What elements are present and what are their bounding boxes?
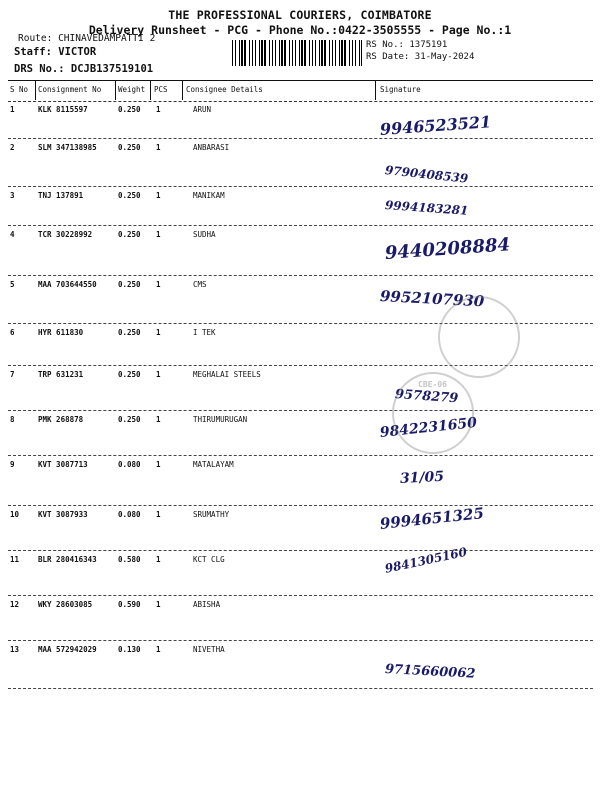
row-weight: 0.250 — [118, 370, 141, 379]
barcode-bar — [279, 40, 280, 66]
row-consignee: THIRUMURUGAN — [193, 415, 248, 424]
row-pcs: 1 — [156, 645, 161, 654]
row-consignment: KVT 3087933 — [38, 510, 88, 519]
barcode-bar — [361, 40, 362, 66]
row-sno: 13 — [10, 645, 20, 654]
barcode-bar — [272, 40, 273, 66]
staff-line — [14, 46, 96, 58]
row-consignee: KCT CLG — [193, 555, 225, 564]
row-pcs: 1 — [156, 191, 161, 200]
header-divider — [150, 80, 151, 100]
row-consignee: MATALAYAM — [193, 460, 234, 469]
row-pcs: 1 — [156, 415, 161, 424]
row-consignee: MEGHALAI STEELS — [193, 370, 261, 379]
barcode-bar — [349, 40, 350, 66]
rs-date-label: RS Date: — [366, 52, 410, 62]
barcode-bar — [355, 40, 356, 66]
row-weight: 0.250 — [118, 143, 141, 152]
row-consignee: SRUMATHY — [193, 510, 230, 519]
barcode-bar — [252, 40, 253, 66]
handwritten-signature: 9952107930 — [379, 287, 485, 311]
staff-label: Staff: — [14, 46, 52, 58]
header-divider — [115, 80, 116, 100]
barcode-bar — [292, 40, 293, 66]
row-consignment: HYR 611830 — [38, 328, 84, 337]
barcode-bar — [255, 40, 256, 66]
table-header — [8, 80, 593, 102]
company-title: THE PROFESSIONAL COURIERS, COIMBATORE — [168, 8, 432, 22]
row-consignee: NIVETHA — [193, 645, 225, 654]
row-sno: 6 — [10, 328, 15, 337]
barcode-bar — [321, 40, 323, 66]
row-consignment: TCR 30228992 — [38, 230, 93, 239]
row-sno: 5 — [10, 280, 15, 289]
row-consignee: CMS — [193, 280, 207, 289]
row-consignment: SLM 347138985 — [38, 143, 97, 152]
row-consignee: MANIKAM — [193, 191, 225, 200]
row-weight: 0.250 — [118, 230, 141, 239]
col-pcs: PCS — [154, 85, 168, 94]
table-row — [8, 138, 593, 187]
row-consignment: PMK 268878 — [38, 415, 84, 424]
row-pcs: 1 — [156, 370, 161, 379]
col-weight: Weight — [118, 85, 146, 94]
barcode-bar — [284, 40, 286, 66]
handwritten-signature: 9790408539 — [384, 163, 469, 186]
row-pcs: 1 — [156, 600, 161, 609]
row-sno: 11 — [10, 555, 20, 564]
row-weight: 0.250 — [118, 191, 141, 200]
barcode-bar — [352, 40, 353, 66]
row-consignment: TRP 631231 — [38, 370, 84, 379]
row-consignment: WKY 28603085 — [38, 600, 93, 609]
handwritten-signature: 9994651325 — [379, 504, 485, 533]
row-consignment: MAA 572942029 — [38, 645, 97, 654]
row-weight: 0.080 — [118, 460, 141, 469]
row-consignee: SUDHA — [193, 230, 216, 239]
barcode-bar — [304, 40, 306, 66]
row-consignment: KLK 8115597 — [38, 105, 88, 114]
row-consignee: I TEK — [193, 328, 216, 337]
table-row — [8, 595, 593, 641]
col-consignment: Consignment No — [38, 85, 102, 94]
barcode-bar — [261, 40, 263, 66]
row-sno: 3 — [10, 191, 15, 200]
handwritten-signature: 9994183281 — [384, 198, 469, 218]
row-sno: 8 — [10, 415, 15, 424]
row-weight: 0.580 — [118, 555, 141, 564]
table-row — [8, 410, 593, 456]
col-signature: Signature — [380, 85, 421, 94]
barcode-bar — [249, 40, 250, 66]
row-pcs: 1 — [156, 105, 161, 114]
row-consignee: ARUN — [193, 105, 212, 114]
row-consignment: KVT 3087713 — [38, 460, 88, 469]
office-stamp-icon — [392, 372, 474, 454]
barcode-bar — [335, 40, 336, 66]
barcode-bar — [232, 40, 233, 66]
handwritten-signature: 9946523521 — [379, 112, 492, 139]
route-value: CHINAVEDAMPATTI 2 — [58, 33, 156, 44]
row-weight: 0.250 — [118, 415, 141, 424]
rs-date-value: 31-May-2024 — [414, 52, 475, 62]
row-sno: 4 — [10, 230, 15, 239]
row-sno: 1 — [10, 105, 15, 114]
drs-label: DRS No.: — [14, 63, 65, 75]
barcode-bar — [309, 40, 310, 66]
row-weight: 0.130 — [118, 645, 141, 654]
row-sno: 7 — [10, 370, 15, 379]
barcode-bar — [301, 40, 303, 66]
barcode-bar — [312, 40, 313, 66]
table-row — [8, 365, 593, 411]
barcode-icon — [232, 40, 362, 66]
rs-date-line — [366, 52, 474, 62]
row-weight: 0.250 — [118, 105, 141, 114]
row-consignee: ANBARASI — [193, 143, 230, 152]
barcode-bar — [341, 40, 343, 66]
row-pcs: 1 — [156, 510, 161, 519]
barcode-bar — [275, 40, 276, 66]
barcode-bar — [332, 40, 333, 66]
barcode-bar — [241, 40, 243, 66]
rs-no-label: RS No.: — [366, 40, 404, 50]
handwritten-signature: 9715660062 — [384, 662, 476, 682]
row-sno: 9 — [10, 460, 15, 469]
barcode-bar — [315, 40, 316, 66]
staff-value: VICTOR — [58, 46, 97, 58]
stamp-text: CBE-06 — [418, 380, 447, 389]
barcode-bar — [319, 40, 320, 66]
route-line — [18, 33, 155, 44]
barcode-bar — [269, 40, 270, 66]
row-pcs: 1 — [156, 230, 161, 239]
header-divider — [375, 80, 376, 100]
office-stamp-icon — [438, 296, 520, 378]
row-weight: 0.250 — [118, 280, 141, 289]
col-sno: S No — [10, 85, 29, 94]
table-row — [8, 505, 593, 551]
row-weight: 0.080 — [118, 510, 141, 519]
row-consignment: BLR 280416343 — [38, 555, 97, 564]
header-divider — [35, 80, 36, 100]
row-sno: 10 — [10, 510, 20, 519]
row-weight: 0.250 — [118, 328, 141, 337]
drs-line — [14, 63, 153, 75]
barcode-bar — [359, 40, 360, 66]
handwritten-signature: 31/05 — [399, 468, 445, 487]
runsheet-subtitle: Delivery Runsheet - PCG - Phone No.:0422-3505555 - Page No.:1 — [88, 23, 512, 37]
barcode-bar — [289, 40, 290, 66]
barcode-bar — [239, 40, 240, 66]
table-row — [8, 640, 593, 689]
row-weight: 0.590 — [118, 600, 141, 609]
header-divider — [182, 80, 183, 100]
handwritten-signature: 9842231650 — [379, 414, 478, 441]
handwritten-signature: 9440208884 — [384, 234, 511, 264]
row-consignment: TNJ 137891 — [38, 191, 84, 200]
handwritten-signature: 9841305160 — [383, 544, 469, 576]
row-sno: 12 — [10, 600, 20, 609]
handwritten-signature: 9578279 — [394, 387, 459, 407]
row-pcs: 1 — [156, 143, 161, 152]
row-pcs: 1 — [156, 280, 161, 289]
barcode-bar — [244, 40, 246, 66]
barcode-bar — [264, 40, 266, 66]
barcode-bar — [281, 40, 283, 66]
row-pcs: 1 — [156, 328, 161, 337]
row-pcs: 1 — [156, 555, 161, 564]
barcode-bar — [329, 40, 330, 66]
barcode-bar — [259, 40, 260, 66]
barcode-bar — [324, 40, 326, 66]
table-row — [8, 544, 593, 596]
row-pcs: 1 — [156, 460, 161, 469]
table-row — [8, 186, 593, 226]
row-consignee: ABISHA — [193, 600, 221, 609]
barcode-bar — [299, 40, 300, 66]
table-row — [8, 225, 593, 276]
route-label: Route: — [18, 33, 53, 44]
barcode-bar — [235, 40, 236, 66]
row-sno: 2 — [10, 143, 15, 152]
barcode-bar — [344, 40, 346, 66]
rs-no-value: 1375191 — [409, 40, 448, 50]
rs-no-line — [366, 40, 447, 50]
barcode-bar — [295, 40, 296, 66]
col-consignee: Consignee Details — [186, 85, 263, 94]
drs-value: DCJB137519101 — [70, 63, 154, 75]
barcode-bar — [339, 40, 340, 66]
row-consignment: MAA 703644550 — [38, 280, 97, 289]
table-row — [8, 455, 593, 506]
table-row — [8, 100, 593, 139]
